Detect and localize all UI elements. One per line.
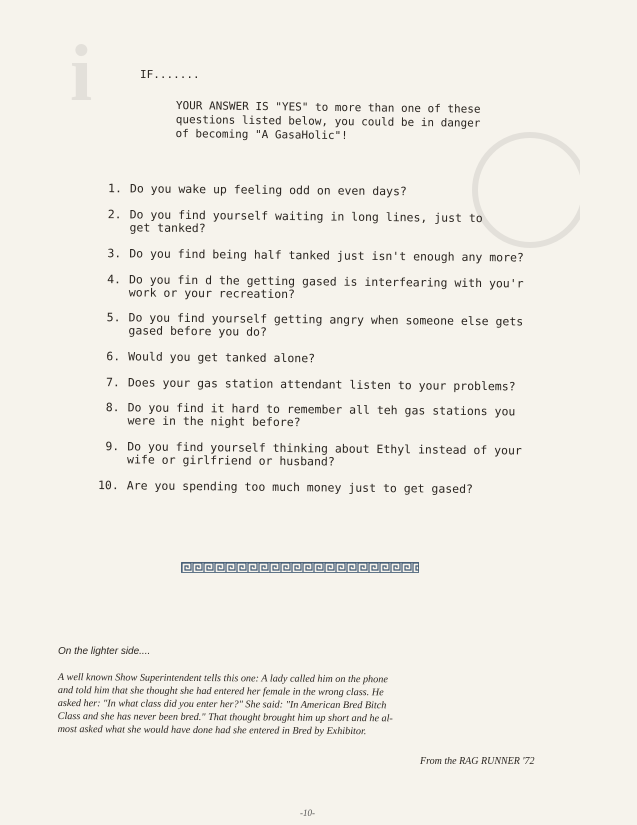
anecdote-line: Class and she has never been bred." That thought brought him up short and he al- <box>57 710 393 725</box>
question-item <box>94 376 574 394</box>
question-number: 5. <box>106 310 121 325</box>
question-text: Do you find yourself waiting in long lines, just to get tanked? <box>129 207 483 236</box>
question-number: 7. <box>105 375 120 390</box>
question-item <box>94 311 574 342</box>
question-number: 6. <box>106 349 121 364</box>
question-item <box>95 273 575 304</box>
question-text: Do you find being half tanked just isn't enough any more? <box>129 246 524 265</box>
question-number: 2. <box>107 207 122 222</box>
question-text: Do you wake up feeling odd on even days? <box>129 181 407 199</box>
question-text: Do you find it hard to remember all teh gas stations you were in the night before? <box>127 400 516 430</box>
intro-paragraph <box>175 99 555 146</box>
question-text: Do you fin d the getting gased is interfearing with you'r work or your recreation? <box>128 272 524 302</box>
question-item <box>93 479 573 497</box>
question-number: 1. <box>108 181 123 196</box>
question-item <box>95 208 575 239</box>
anecdote-line: A well known Show Superintendent tells this one: A lady called him on the phone <box>57 672 388 686</box>
section-title: On the lighter side.... <box>58 646 151 657</box>
question-item <box>93 440 573 471</box>
greek-key-border-ornament <box>181 562 419 573</box>
svg-text:i: i <box>70 30 93 118</box>
intro-line: YOUR ANSWER IS "YES" to more than one of these <box>175 99 481 116</box>
question-number: 3. <box>107 246 122 261</box>
anecdote-paragraph <box>58 671 588 740</box>
anecdote-line: most asked what she would have done had she entered in Bred by Exhibitor. <box>57 723 367 738</box>
anecdote-line: and told him that she thought she had entered her female in the wrong class. He <box>57 684 384 699</box>
page-number: -10- <box>300 808 315 818</box>
question-number: 4. <box>107 272 122 287</box>
question-text: Would you get tanked alone? <box>128 349 316 366</box>
question-item <box>94 350 574 368</box>
intro-line: questions listed below, you could be in danger <box>175 112 481 130</box>
question-text: Does your gas station attendant listen to your problems? <box>127 375 516 394</box>
question-item <box>95 247 575 265</box>
question-number: 8. <box>105 400 120 415</box>
question-number: 9. <box>105 439 120 454</box>
question-item <box>93 401 573 432</box>
intro-line: of becoming "A GasaHolic"! <box>175 126 348 143</box>
question-text: Do you find yourself thinking about Ethyl instead of your wife or girlfriend or husband? <box>127 439 522 469</box>
source-credit: From the RAG RUNNER '72 <box>420 756 535 767</box>
anecdote-line: asked her: "In what class did you enter her?" She said: "In American Bred Bitch <box>57 697 387 712</box>
question-text: Do you find yourself getting angry when someone else gets gased before you do? <box>128 310 524 339</box>
question-text: Are you spending too much money just to get gased? <box>126 478 474 496</box>
question-number: 10. <box>97 478 119 493</box>
if-heading: IF....... <box>140 68 200 81</box>
question-list <box>93 182 576 497</box>
